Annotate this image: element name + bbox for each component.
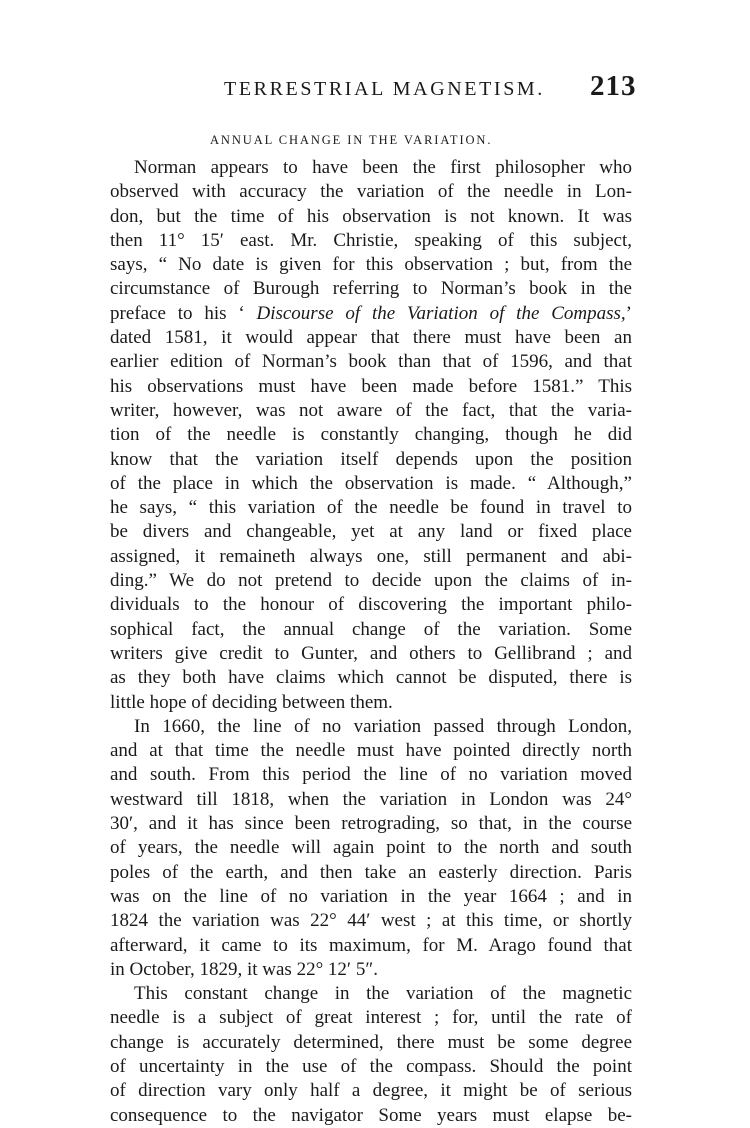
text-line: dated 1581, it would appear that there must have been an <box>110 327 632 349</box>
text-line: observed with accuracy the variation of the needle in Lon- <box>110 181 632 203</box>
text-line: change is accurately determined, there must be some degree <box>110 1031 632 1053</box>
text-line: and at that time the needle must have pointed directly north <box>110 740 632 762</box>
running-head <box>0 70 750 110</box>
text-line: consequence to the navigator Some years must elapse be- <box>110 1104 632 1126</box>
page-header-title: TERRESTRIAL MAGNETISM. <box>224 78 545 100</box>
text-line: 30′, and it has since been retrograding, so that, in the course <box>110 813 632 835</box>
text-line: don, but the time of his observation is not known. It was <box>110 205 632 227</box>
text-line: in October, 1829, it was 22° 12′ 5″. <box>110 958 378 980</box>
text-line: writers give credit to Gunter, and others to Gellibrand ; and <box>110 642 632 664</box>
text-line: of uncertainty in the use of the compass. Should the point <box>110 1055 632 1077</box>
text-line: 1824 the variation was 22° 44′ west ; at this time, or shortly <box>110 910 632 932</box>
text-line: his observations must have been made before 1581.” This <box>110 375 632 397</box>
text-line: afterward, it came to its maximum, for M. Arago found that <box>110 934 632 956</box>
text-line: westward till 1818, when the variation in London was 24° <box>110 788 632 810</box>
preface-text-before: preface to his ‘ <box>110 302 257 324</box>
text-line: little hope of deciding between them. <box>110 691 393 713</box>
text-line: was on the line of no variation in the year 1664 ; and in <box>110 885 632 907</box>
text-line: tion of the needle is constantly changing, though he did <box>110 424 632 446</box>
text-line: poles of the earth, and then take an easterly direction. Paris <box>110 861 632 883</box>
preface-text-after: ’ <box>625 302 632 324</box>
text-line: then 11° 15′ east. Mr. Christie, speaking of this subject, <box>110 229 632 251</box>
text-line: assigned, it remaineth always one, still permanent and abi- <box>110 545 632 567</box>
text-line: he says, “ this variation of the needle be found in travel to <box>110 497 632 519</box>
page-number: 213 <box>590 70 637 102</box>
text-line: dividuals to the honour of discovering the important philo- <box>110 594 632 616</box>
text-line: earlier edition of Norman’s book than that of 1596, and that <box>110 351 632 373</box>
text-line: ding.” We do not pretend to decide upon the claims of in- <box>110 570 632 592</box>
text-line: says, “ No date is given for this observation ; but, from the <box>110 254 632 276</box>
text-line: and south. From this period the line of no variation moved <box>110 764 632 786</box>
text-line: be divers and changeable, yet at any land or fixed place <box>110 521 632 543</box>
text-line: In 1660, the line of no variation passed through London, <box>134 715 632 737</box>
book-title-italic: Discourse of the Variation of the Compass, <box>256 302 626 324</box>
text-line: as they both have claims which cannot be disputed, there is <box>110 667 632 689</box>
text-line: know that the variation itself depends upon the position <box>110 448 632 470</box>
text-line: of years, the needle will again point to the north and south <box>110 837 632 859</box>
text-line: of the place in which the observation is made. “ Although,” <box>110 472 632 494</box>
text-line: of direction vary only half a degree, it might be of serious <box>110 1080 632 1102</box>
text-line: circumstance of Burough referring to Norman’s book in the <box>110 278 632 300</box>
text-line: writer, however, was not aware of the fact, that the varia- <box>110 399 632 421</box>
section-heading: ANNUAL CHANGE IN THE VARIATION. <box>210 133 493 147</box>
text-line-preface <box>110 302 632 326</box>
text-line: needle is a subject of great interest ; for, until the rate of <box>110 1007 632 1029</box>
text-line: Norman appears to have been the first philosopher who <box>134 157 632 178</box>
text-line: This constant change in the variation of the magnetic <box>134 983 632 1005</box>
text-line: sophical fact, the annual change of the variation. Some <box>110 618 632 640</box>
body-text <box>110 156 632 1128</box>
